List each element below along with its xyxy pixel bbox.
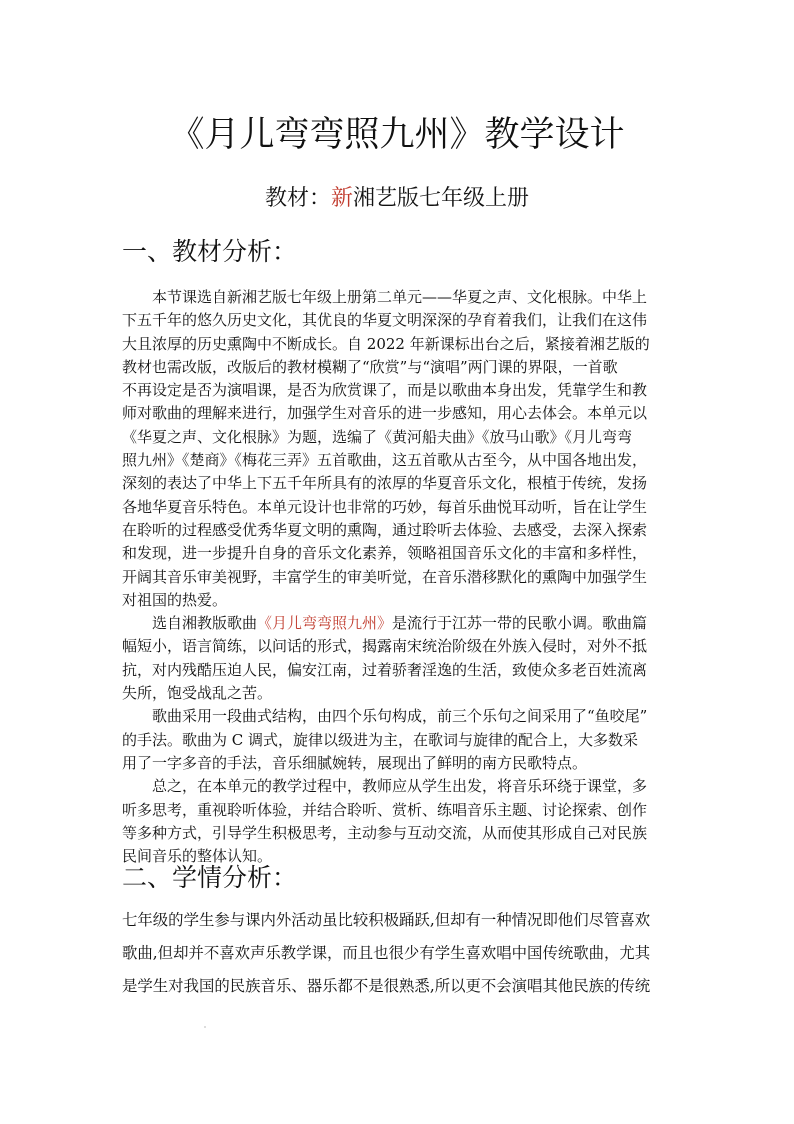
paragraph-line: 是学生对我国的民族音乐、器乐都不是很熟悉,所以更不会演唱其他民族的传统	[122, 977, 651, 995]
paragraph-line: 本节课选自新湘艺版七年级上册第二单元——华夏之声、文化根脉。中华上	[122, 288, 648, 306]
paragraph-line: 幅短小，语言简练，以问话的形式，揭露南宋统治阶级在外族入侵时，对外不抵	[122, 637, 648, 656]
paragraph-line: 用了一字多音的手法，音乐细腻婉转，展现出了鲜明的南方民歌特点。	[122, 753, 588, 772]
paragraph-line: 大且浓厚的历史熏陶中不断成长。自 2022 年新课标出台之后，紧接着湘艺版的	[122, 334, 650, 353]
paragraph-line: 师对歌曲的理解来进行，加强学生对音乐的进一步感知，用心去体会。本单元以	[122, 404, 648, 423]
paragraph-line: 的手法。歌曲为 C 调式，旋律以级进为主，在歌词与旋律的配合上，大多数采	[122, 730, 639, 749]
textbook-analysis-body	[122, 286, 682, 868]
subtitle-label: 教材：	[264, 186, 331, 211]
song-prefix: 选自湘教版歌曲	[122, 614, 258, 633]
page-speck	[204, 1026, 206, 1028]
paragraph-line: 等多种方式，引导学生积极思考，主动参与互动交流，从而使其形成自己对民族	[122, 823, 648, 842]
paragraph-line: 深刻的表达了中华上下五千年所具有的浓厚的华夏音乐文化，根植于传统，发扬	[122, 474, 648, 493]
paragraph-line: 歌曲,但却并不喜欢声乐教学课，而且也很少有学生喜欢唱中国传统歌曲，尤其	[122, 944, 651, 962]
song-title-highlight: 《月儿弯弯照九州》	[257, 614, 393, 633]
paragraph-line: 开阔其音乐审美视野，丰富学生的审美听觉，在音乐潜移默化的熏陶中加强学生	[122, 567, 648, 586]
document-subtitle	[0, 184, 794, 214]
document-title: 《月儿弯弯照九州》教学设计	[169, 115, 625, 155]
paragraph-line: 各地华夏音乐特色。本单元设计也非常的巧妙，每首乐曲悦耳动听，旨在让学生	[122, 497, 648, 516]
song-suffix: 是流行于江苏一带的民歌小调。歌曲篇	[392, 614, 648, 633]
section-heading-student-analysis: 二、学情分析：	[122, 863, 298, 892]
paragraph-line: 照九州》《楚商》《梅花三弄》五首歌曲，这五首歌从古至今，从中国各地出发，	[122, 451, 648, 470]
student-analysis-body	[122, 904, 682, 1003]
paragraph-line: 在聆听的过程感受优秀华夏文明的熏陶，通过聆听去体验、去感受，去深入探索	[122, 520, 648, 539]
section-heading-textbook-analysis: 一、教材分析：	[122, 237, 298, 266]
paragraph-line: 不再设定是否为演唱课，是否为欣赏课了，而是以歌曲本身出发，凭靠学生和教	[122, 381, 648, 400]
paragraph-line: 听多思考，重视聆听体验，并结合聆听、赏析、练唱音乐主题、讨论探索、创作	[122, 800, 648, 819]
paragraph-line: 和发现，进一步提升自身的音乐文化素养，领略祖国音乐文化的丰富和多样性，	[122, 544, 648, 563]
paragraph-line: 总之，在本单元的教学过程中，教师应从学生出发，将音乐环绕于课堂，多	[122, 777, 648, 796]
paragraph-line: 对祖国的热爱。	[122, 590, 228, 609]
paragraph-line: 失所，饱受战乱之苦。	[122, 684, 273, 703]
subtitle-rest: 湘艺版七年级上册	[353, 186, 530, 211]
paragraph-line: 教材也需改版，改版后的教材模糊了“欣赏”与“演唱”两门课的界限，一首歌	[122, 357, 618, 376]
paragraph-line: 歌曲采用一段曲式结构，由四个乐句构成，前三个乐句之间采用了“鱼咬尾”	[122, 707, 648, 726]
subtitle-highlight: 新	[330, 186, 353, 211]
paragraph-line: 七年级的学生参与课内外活动虽比较积极踊跃,但却有一种情况即他们尽管喜欢	[122, 911, 651, 929]
paragraph-line: 下五千年的悠久历史文化，其优良的华夏文明深深的孕育着我们，让我们在这伟	[122, 311, 648, 330]
paragraph-line: 《华夏之声、文化根脉》为题，选编了《黄河船夫曲》《放马山歌》《月儿弯弯	[122, 427, 633, 446]
song-paragraph-first-line	[122, 612, 682, 635]
paragraph-line: 抗，对内残酷压迫人民，偏安江南，过着骄奢淫逸的生活，致使众多老百姓流离	[122, 660, 648, 679]
paragraph-line: 民间音乐的整体认知。	[122, 847, 273, 866]
